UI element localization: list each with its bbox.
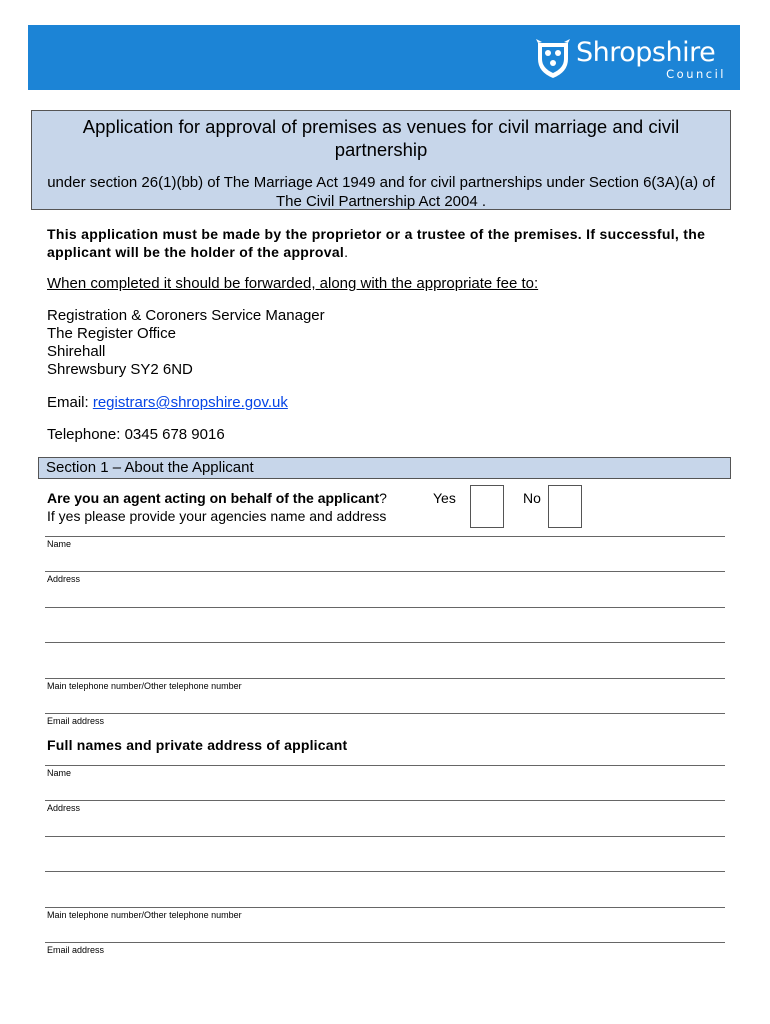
email-label: Email: [47, 394, 93, 411]
applicant-name-label: Name [47, 768, 72, 778]
address-line: Shirehall [47, 343, 106, 360]
address-line: The Register Office [47, 325, 176, 342]
agent-address-input[interactable] [45, 678, 725, 679]
email-link[interactable]: registrars@shropshire.gov.uk [92, 394, 288, 411]
agent-phone-input[interactable] [45, 713, 725, 714]
applicant-email-label: Email address [47, 945, 105, 955]
yes-checkbox[interactable] [470, 485, 504, 528]
agent-name-label: Name [47, 539, 72, 549]
address-line: Registration & Coroners Service Manager [47, 307, 325, 324]
agent-instructions: If yes please provide your agencies name and address [47, 508, 387, 524]
agent-question [47, 490, 387, 506]
applicant-address-label: Address [47, 803, 81, 813]
logo-subtitle: Council [666, 67, 726, 81]
email-line [47, 394, 288, 411]
applicant-address-input[interactable] [45, 907, 725, 908]
no-label: No [523, 490, 541, 506]
shropshire-council-logo [536, 37, 726, 81]
intro-bold: This application must be made by the proprietor or a trustee of the premises. If successful, the applicant will be the holder of the approval [47, 226, 706, 260]
agent-question-mark: ? [379, 490, 387, 506]
applicant-heading: Full names and private address of applicant [47, 737, 348, 753]
logo-name: Shropshire [576, 37, 716, 68]
title-box [31, 110, 731, 210]
page-title: Application for approval of premises as venues for civil marriage and civil partnership [82, 116, 680, 160]
applicant-name-input[interactable] [45, 800, 725, 801]
telephone-line: Telephone: 0345 678 9016 [47, 426, 225, 443]
yes-label: Yes [433, 490, 456, 506]
crest-icon [536, 39, 570, 79]
forward-instructions: When completed it should be forwarded, along with the appropriate fee to: [47, 275, 539, 292]
section-1-header: Section 1 – About the Applicant [38, 457, 731, 479]
header-banner [28, 25, 740, 90]
agent-address-label: Address [47, 574, 81, 584]
agent-address-input[interactable] [45, 642, 725, 643]
intro-text [47, 225, 727, 261]
agent-question-bold: Are you an agent acting on behalf of the applicant [47, 490, 380, 506]
postal-address [47, 307, 325, 379]
agent-phone-label: Main telephone number/Other telephone number [47, 681, 242, 691]
intro-end: . [344, 244, 349, 260]
page-subtitle: under section 26(1)(bb) of The Marriage Act 1949 and for civil partnerships under Section 6(3A)(a) of The Civil Partnership Act 2004 . [47, 174, 715, 210]
applicant-phone-label: Main telephone number/Other telephone number [47, 910, 242, 920]
form-line [45, 765, 725, 766]
address-line: Shrewsbury SY2 6ND [47, 361, 193, 378]
applicant-address-input[interactable] [45, 836, 725, 837]
applicant-address-input[interactable] [45, 871, 725, 872]
agent-email-label: Email address [47, 716, 105, 726]
agent-address-input[interactable] [45, 607, 725, 608]
applicant-phone-input[interactable] [45, 942, 725, 943]
agent-name-input[interactable] [45, 571, 725, 572]
no-checkbox[interactable] [548, 485, 582, 528]
form-line [45, 536, 725, 537]
